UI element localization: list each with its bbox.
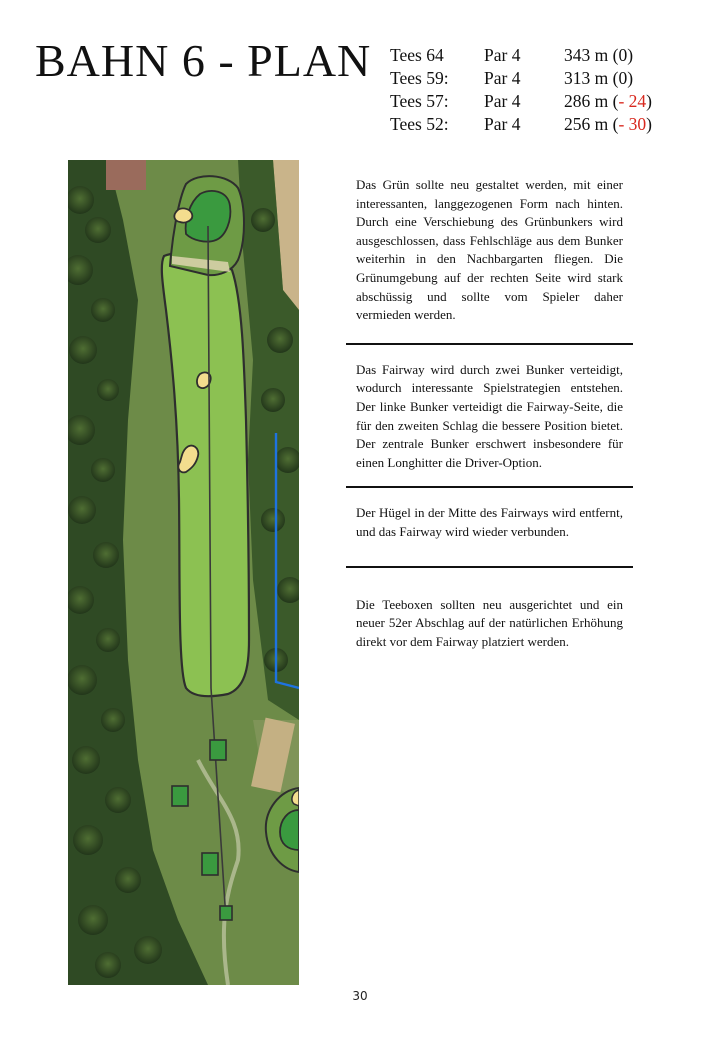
note-green: Das Grün sollte neu gestaltet werden, mit einer interessanten, langgezogenen Form nach hinten. Durch eine Verschiebung des Grünbunkers wird ausgeschlossen, dass Fehlschläge aus dem Bunker weiterhin in den Nachbargarten fliegen. Die Grünumgebung auf der rechten Seite wird stark abschüssig und sollte vom Spieler daher vermieden werden. [356,177,623,323]
tee-delta: - 24 [618,91,647,111]
tee-name: Tees 57: [390,91,449,111]
tee-row [390,90,652,113]
tee-delta: - 30 [618,114,647,134]
note-hill: Der Hügel in der Mitte des Fairways wird entfernt, und das Fairway wird wieder verbunden. [356,505,623,539]
tee-par: Par 4 [484,68,521,88]
note-fairway-bunkers: Das Fairway wird durch zwei Bunker verteidigt, wodurch interessante Spielstrategien entstehen. Der linke Bunker verteidigt die Fairway-Seite, die für den zweiten Schlag die bessere Position bietet. Der zentrale Bunker erschwert insbesondere für einen Longhitter die Driver-Option. [356,361,623,470]
tee-name: Tees 59: [390,68,449,88]
hole-aerial-map [68,160,299,985]
tee-box-57 [172,786,188,806]
green-bunker [174,208,192,222]
tee-row [390,44,652,67]
building-roof [106,160,146,190]
tee-row [390,67,652,90]
tee-distance: 343 m (0) [564,45,634,65]
tee-distance: 313 m (0) [564,68,634,88]
notes-column [346,170,633,651]
hole-plan-drawing [68,160,299,985]
tee-par: Par 4 [484,91,521,111]
tee-delta: 0 [618,45,628,65]
tee-par: Par 4 [484,45,521,65]
tee-delta: 0 [618,68,628,88]
tee-distance: 286 m (- 24) [564,91,652,111]
note-teeboxes: Die Teeboxen sollten neu ausgerichtet und ein neuer 52er Abschlag auf der natürlichen Erhöhung direkt vor dem Fairway platziert werden. [356,596,623,649]
tee-box-64 [220,906,232,920]
tee-name: Tees 64 [390,45,444,65]
page-title: BAHN 6 - PLAN [35,35,372,86]
tee-box-59 [202,853,218,875]
tee-row [390,113,652,136]
tee-box-52 [210,740,226,760]
tee-table [390,44,652,136]
page-number: 30 [352,989,368,1003]
tee-par: Par 4 [484,114,521,134]
tee-name: Tees 52: [390,114,449,134]
tee-distance: 256 m (- 30) [564,114,652,134]
